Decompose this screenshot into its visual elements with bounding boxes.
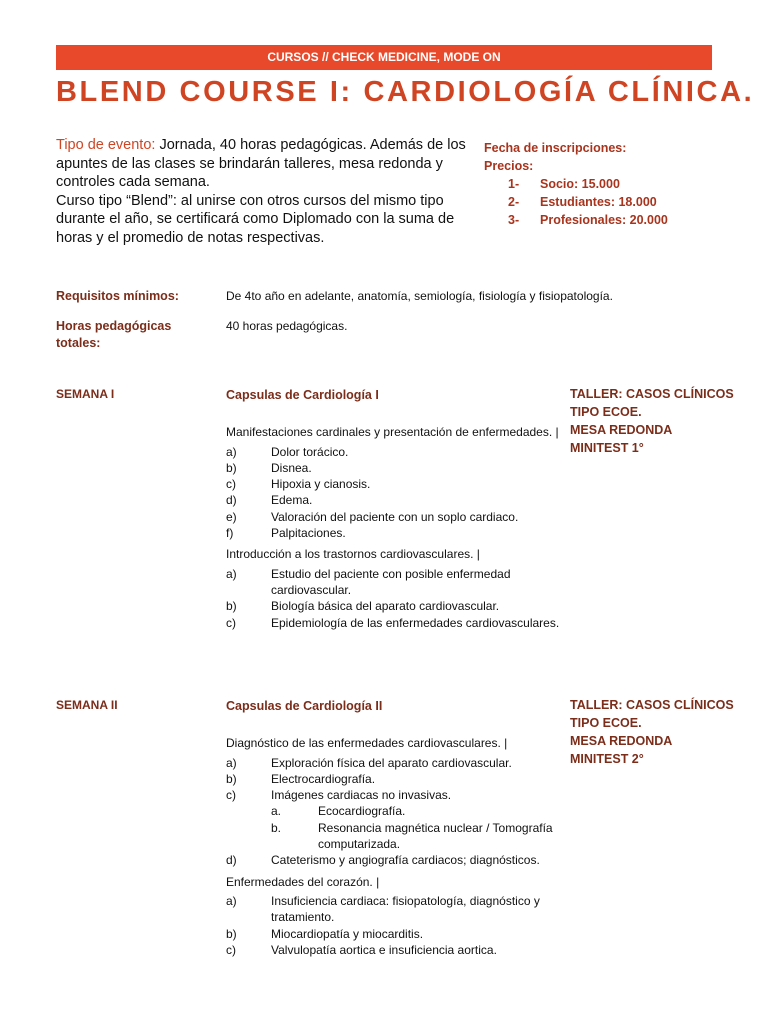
price-number: 2- xyxy=(508,195,520,209)
topic-list xyxy=(226,444,566,542)
capsule-title: Capsulas de Cardiología II xyxy=(226,699,383,713)
list-text: Resonancia magnética nuclear / Tomografía computarizada. xyxy=(318,820,553,852)
topic-list xyxy=(226,755,566,804)
topic-heading: Manifestaciones cardinales y presentación de enfermedades. | xyxy=(226,425,559,440)
list-item xyxy=(226,509,566,525)
list-item xyxy=(226,852,566,868)
list-text: Miocardiopatía y miocarditis. xyxy=(271,926,424,941)
list-item xyxy=(226,476,566,492)
list-marker: a. xyxy=(271,804,282,819)
list-item xyxy=(226,787,566,803)
price-text: Profesionales: 20.000 xyxy=(540,213,668,227)
price-number: 1- xyxy=(508,177,520,191)
list-text: Ecocardiografía. xyxy=(318,804,406,819)
page-title: BLEND COURSE I: CARDIOLOGÍA CLÍNICA. xyxy=(56,76,755,108)
topic-heading: Enfermedades del corazón. | xyxy=(226,874,380,889)
total-hours-value: 40 horas pedagógicas. xyxy=(226,319,348,333)
list-marker: c) xyxy=(226,788,236,803)
sub-topic-list xyxy=(271,803,566,852)
topic-list xyxy=(226,566,566,631)
list-item xyxy=(226,771,566,787)
price-item xyxy=(508,211,734,229)
week-2-activities xyxy=(570,696,750,768)
list-text: Valvulopatía aortica e insuficiencia aortica. xyxy=(271,942,497,957)
list-item xyxy=(226,615,566,631)
list-item xyxy=(226,525,566,541)
list-marker: a) xyxy=(226,893,237,908)
week-2-label: SEMANA II xyxy=(56,698,118,712)
list-item xyxy=(226,460,566,476)
list-item xyxy=(271,820,566,853)
price-list xyxy=(484,175,734,229)
list-marker: c) xyxy=(226,477,236,492)
list-marker: d) xyxy=(226,493,237,508)
workshop-label: TALLER: CASOS CLÍNICOS TIPO ECOE. xyxy=(570,698,734,730)
list-text: Hipoxia y cianosis. xyxy=(271,477,371,492)
week-2-content xyxy=(226,698,566,963)
price-item xyxy=(508,175,734,193)
list-item xyxy=(226,444,566,460)
list-text: Biología básica del aparato cardiovascular. xyxy=(271,599,500,614)
list-text: Palpitaciones. xyxy=(271,526,346,541)
price-item xyxy=(508,193,734,211)
list-text: Electrocardiografía. xyxy=(271,771,376,786)
week-1-label: SEMANA I xyxy=(56,387,115,401)
list-marker: a) xyxy=(226,755,237,770)
list-item xyxy=(226,566,566,599)
list-marker: a) xyxy=(226,566,237,581)
list-item xyxy=(226,755,566,771)
price-text: Socio: 15.000 xyxy=(540,177,620,191)
round-table-label: MESA REDONDA xyxy=(570,423,673,437)
requirements-value: De 4to año en adelante, anatomía, semiología, fisiología y fisiopatología. xyxy=(226,289,613,303)
prices-label: Precios: xyxy=(484,159,534,173)
topic-heading: Introducción a los trastornos cardiovasculares. | xyxy=(226,547,480,562)
header-banner: CURSOS // CHECK MEDICINE, MODE ON xyxy=(56,45,712,70)
week-1-content xyxy=(226,387,566,636)
list-marker: a) xyxy=(226,444,237,459)
list-text: Cateterismo y angiografía cardiacos; diagnósticos. xyxy=(271,853,540,868)
list-item xyxy=(226,492,566,508)
list-marker: f) xyxy=(226,526,234,541)
list-marker: b) xyxy=(226,599,237,614)
list-text: Disnea. xyxy=(271,460,312,475)
capsule-title: Capsulas de Cardiología I xyxy=(226,388,379,402)
list-text: Imágenes cardiacas no invasivas. xyxy=(271,788,452,803)
event-type-label: Tipo de evento: xyxy=(56,137,156,153)
list-marker: e) xyxy=(226,509,237,524)
list-marker: b) xyxy=(226,460,237,475)
topic-list xyxy=(226,852,566,868)
requirements-label: Requisitos mínimos: xyxy=(56,289,179,303)
workshop-label: TALLER: CASOS CLÍNICOS TIPO ECOE. xyxy=(570,387,734,419)
minitest-label: MINITEST 1° xyxy=(570,441,644,455)
price-text: Estudiantes: 18.000 xyxy=(540,195,657,209)
total-hours-label: Horas pedagógicas totales: xyxy=(56,319,172,350)
topic-heading: Diagnóstico de las enfermedades cardiovasculares. | xyxy=(226,736,508,751)
list-item xyxy=(226,926,566,942)
list-text: Valoración del paciente con un soplo cardiaco. xyxy=(271,509,519,524)
list-marker: b) xyxy=(226,926,237,941)
event-type-text: Jornada, 40 horas pedagógicas. Además de los apuntes de las clases se brindarán talleres, mesa redonda y controles cada semana. xyxy=(56,137,466,190)
blend-description: Curso tipo “Blend”: al unirse con otros cursos del mismo tipo durante el año, se certificará como Diplomado con la suma de horas y el promedio de notas respectivas. xyxy=(56,192,455,246)
list-marker: c) xyxy=(226,942,236,957)
registration-info xyxy=(484,139,734,229)
list-item xyxy=(271,803,566,819)
list-marker: b. xyxy=(271,820,282,835)
topic-list xyxy=(226,893,566,958)
list-text: Insuficiencia cardiaca: fisiopatología, diagnóstico y tratamiento. xyxy=(271,893,540,925)
round-table-label: MESA REDONDA xyxy=(570,734,673,748)
list-marker: d) xyxy=(226,853,237,868)
price-number: 3- xyxy=(508,213,520,227)
list-item xyxy=(226,598,566,614)
list-item xyxy=(226,942,566,958)
list-marker: c) xyxy=(226,615,236,630)
event-description xyxy=(56,136,488,247)
list-text: Exploración física del aparato cardiovascular. xyxy=(271,755,512,770)
list-text: Dolor torácico. xyxy=(271,444,349,459)
minitest-label: MINITEST 2° xyxy=(570,752,644,766)
registration-date-label: Fecha de inscripciones: xyxy=(484,141,627,155)
list-item xyxy=(226,893,566,926)
list-text: Epidemiología de las enfermedades cardiovasculares. xyxy=(271,615,560,630)
list-marker: b) xyxy=(226,771,237,786)
list-text: Edema. xyxy=(271,493,313,508)
event-paragraph xyxy=(56,136,488,192)
list-text: Estudio del paciente con posible enfermedad cardiovascular. xyxy=(271,566,511,597)
week-1-activities xyxy=(570,385,750,457)
